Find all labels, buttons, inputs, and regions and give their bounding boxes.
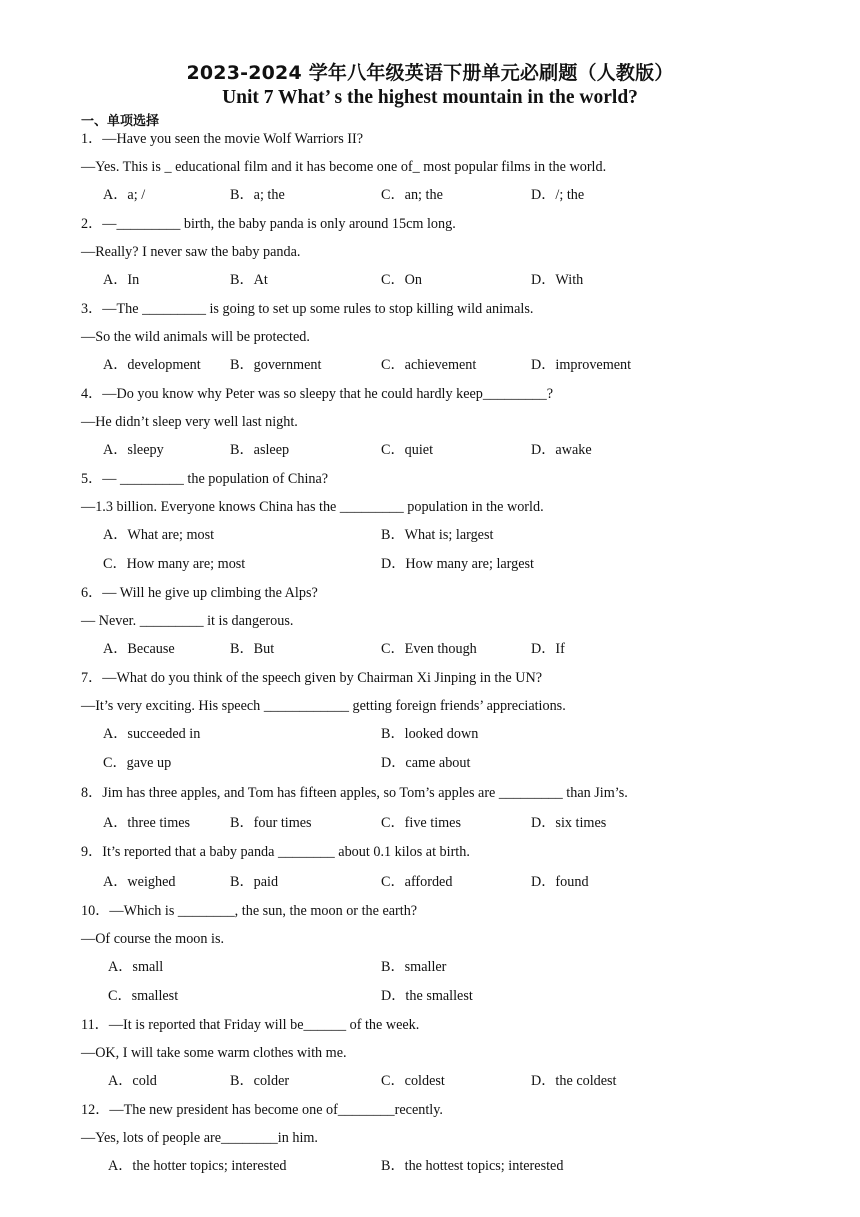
- question-2-option-b: B．At: [230, 272, 268, 288]
- question-1-stem: 1．—Have you seen the movie Wolf Warriors II?: [81, 131, 364, 147]
- question-7-stem: 7．—What do you think of the speech given by Chairman Xi Jinping in the UN?: [81, 670, 543, 686]
- question-8-option-b: B．four times: [230, 815, 312, 831]
- question-6-option-c: C．Even though: [381, 641, 477, 657]
- question-2-reply: —Really? I never saw the baby panda.: [81, 244, 301, 260]
- question-5-option-c: C．How many are; most: [103, 556, 246, 572]
- question-9-stem: 9．It’s reported that a baby panda ________ about 0.1 kilos at birth.: [81, 844, 470, 860]
- question-1-option-c: C．an; the: [381, 187, 443, 203]
- question-1-option-a: A．a; /: [103, 187, 146, 203]
- question-6-stem: 6．— Will he give up climbing the Alps?: [81, 585, 318, 601]
- question-4-option-a: A．sleepy: [103, 442, 164, 458]
- question-10-reply: —Of course the moon is.: [81, 931, 225, 947]
- question-9-option-d: D．found: [531, 874, 589, 890]
- question-6-option-b: B．But: [230, 641, 275, 657]
- question-11-stem: 11．—It is reported that Friday will be______ of the week.: [81, 1017, 420, 1033]
- question-9-option-c: C．afforded: [381, 874, 453, 890]
- question-9-option-a: A．weighed: [103, 874, 176, 890]
- question-8-stem: 8．Jim has three apples, and Tom has fifteen apples, so Tom’s apples are _________ than Jim’s.: [81, 785, 628, 801]
- question-12-reply: —Yes, lots of people are________in him.: [81, 1130, 318, 1146]
- question-2-option-c: C．On: [381, 272, 422, 288]
- question-11-option-b: B．colder: [230, 1073, 290, 1089]
- question-8-option-c: C．five times: [381, 815, 461, 831]
- question-10-option-d: D．the smallest: [381, 988, 473, 1004]
- question-10-option-b: B．smaller: [381, 959, 447, 975]
- question-12-stem: 12．—The new president has become one of________recently.: [81, 1102, 443, 1118]
- question-3-option-d: D．improvement: [531, 357, 632, 373]
- question-1-option-b: B．a; the: [230, 187, 285, 203]
- question-2-option-d: D．With: [531, 272, 584, 288]
- question-8-option-a: A．three times: [103, 815, 191, 831]
- question-4-option-d: D．awake: [531, 442, 592, 458]
- question-5-option-d: D．How many are; largest: [381, 556, 535, 572]
- question-10-stem: 10．—Which is ________, the sun, the moon or the earth?: [81, 903, 418, 919]
- question-3-reply: —So the wild animals will be protected.: [81, 329, 310, 345]
- question-11-reply: —OK, I will take some warm clothes with me.: [81, 1045, 347, 1061]
- question-5-option-a: A．What are; most: [103, 527, 215, 543]
- question-4-stem: 4．—Do you know why Peter was so sleepy that he could hardly keep_________?: [81, 386, 554, 402]
- question-4-option-b: B．asleep: [230, 442, 290, 458]
- question-3-option-b: B．government: [230, 357, 322, 373]
- question-8-option-d: D．six times: [531, 815, 607, 831]
- question-9-option-b: B．paid: [230, 874, 279, 890]
- question-3-option-a: A．development: [103, 357, 201, 373]
- question-11-option-c: C．coldest: [381, 1073, 445, 1089]
- question-5-stem: 5．— _________ the population of China?: [81, 471, 329, 487]
- question-10-option-a: A．small: [108, 959, 164, 975]
- question-7-option-b: B．looked down: [381, 726, 479, 742]
- question-1-reply: —Yes. This is _ educational film and it has become one of_ most popular films in the world.: [81, 159, 607, 175]
- question-12-option-a: A．the hotter topics; interested: [108, 1158, 287, 1174]
- question-6-option-a: A．Because: [103, 641, 175, 657]
- question-10-option-c: C．smallest: [108, 988, 179, 1004]
- question-7-reply: —It’s very exciting. His speech ____________ getting foreign friends’ appreciations.: [81, 698, 566, 714]
- question-11-option-a: A．cold: [108, 1073, 157, 1089]
- question-3-stem: 3．—The _________ is going to set up some rules to stop killing wild animals.: [81, 301, 534, 317]
- question-3-option-c: C．achievement: [381, 357, 477, 373]
- question-4-reply: —He didn’t sleep very well last night.: [81, 414, 298, 430]
- question-1-option-d: D．/; the: [531, 187, 585, 203]
- question-7-option-a: A．succeeded in: [103, 726, 201, 742]
- worksheet-subtitle: Unit 7 What’ s the highest mountain in the world?: [222, 87, 638, 108]
- question-5-option-b: B．What is; largest: [381, 527, 494, 543]
- question-6-option-d: D．If: [531, 641, 565, 657]
- question-12-option-b: B．the hottest topics; interested: [381, 1158, 564, 1174]
- worksheet-title: 2023-2024 学年八年级英语下册单元必刷题（人教版）: [186, 62, 674, 84]
- question-5-reply: —1.3 billion. Everyone knows China has the _________ population in the world.: [81, 499, 544, 515]
- question-4-option-c: C．quiet: [381, 442, 434, 458]
- question-7-option-d: D．came about: [381, 755, 471, 771]
- question-7-option-c: C．gave up: [103, 755, 172, 771]
- question-6-reply: — Never. _________ it is dangerous.: [81, 613, 294, 629]
- question-2-option-a: A．In: [103, 272, 140, 288]
- section-heading: 一、单项选择: [81, 114, 160, 129]
- question-11-option-d: D．the coldest: [531, 1073, 617, 1089]
- question-2-stem: 2．—_________ birth, the baby panda is only around 15cm long.: [81, 216, 456, 232]
